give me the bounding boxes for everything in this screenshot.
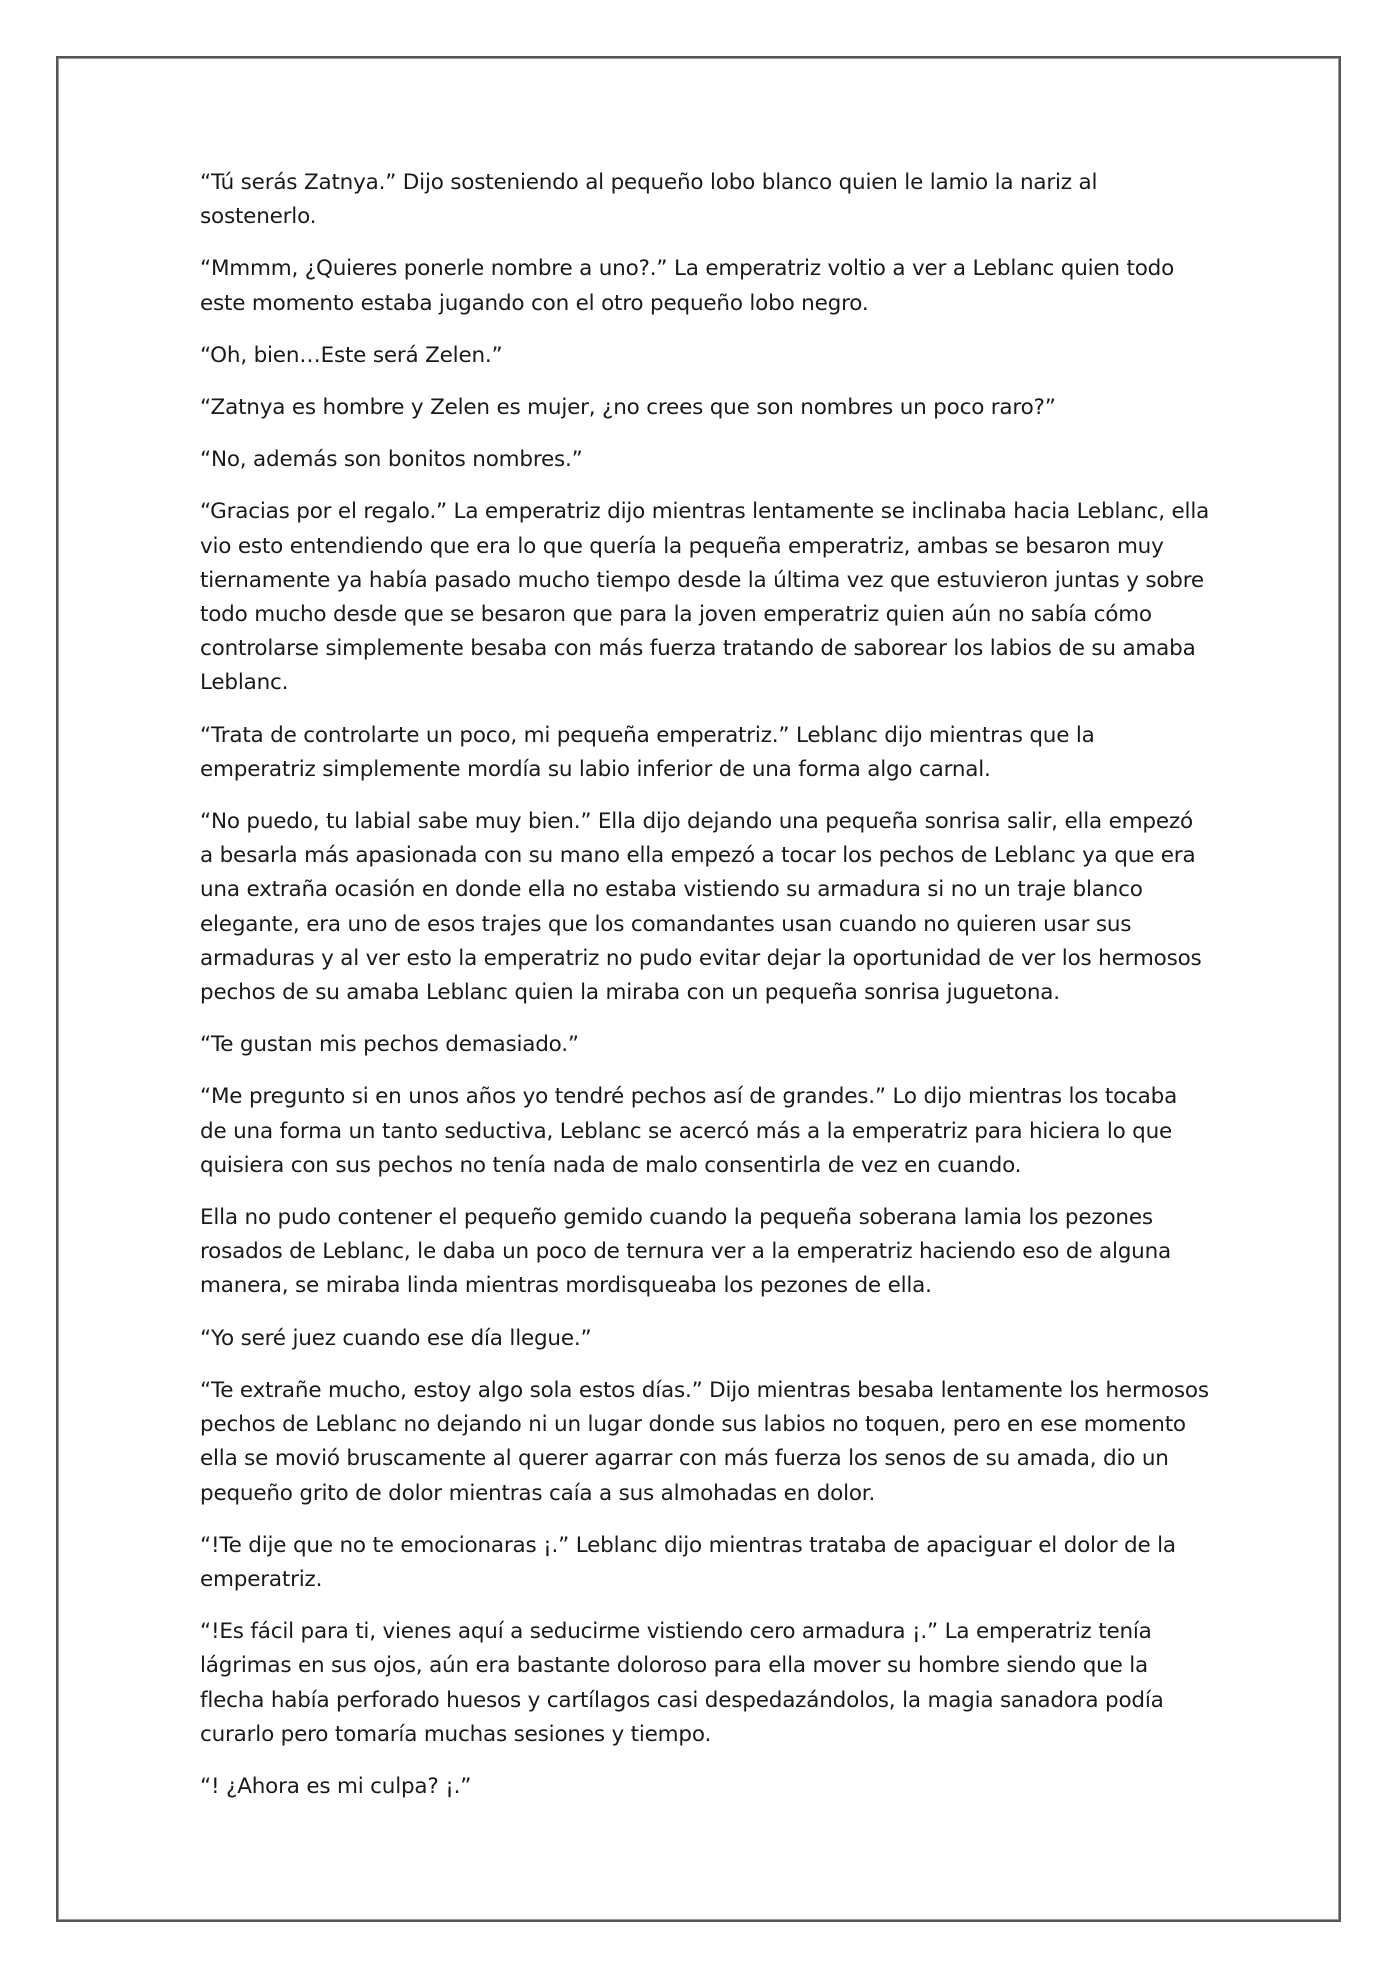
paragraph: “Tú serás Zatnya.” Dijo sosteniendo al pequeño lobo blanco quien le lamio la nariz al sostenerlo. [200,170,1098,230]
paragraph: “Gracias por el regalo.” La emperatriz dijo mientras lentamente se inclinaba hacia Leblanc, ella vio esto entendiendo que era lo que quería la pequeña emperatriz, ambas se besaron muy tiernamente ya había pasado mucho tiempo desde la última vez que estuvieron juntas y sobre todo mucho desde que se besaron que para la joven emperatriz quien aún no sabía cómo controlarse simplemente besaba con más fuerza tratando de saborear los labios de su amaba Leblanc. [200,499,1210,696]
paragraph: “Mmmm, ¿Quieres ponerle nombre a uno?.” La emperatriz voltio a ver a Leblanc quien todo este momento estaba jugando con el otro pequeño lobo negro. [200,256,1175,316]
paragraph: “! ¿Ahora es mi culpa? ¡.” [200,1773,472,1799]
paragraph: “Te gustan mis pechos demasiado.” [200,1032,579,1058]
paragraph: “Yo seré juez cuando ese día llegue.” [200,1325,592,1351]
paragraph: “No, además son bonitos nombres.” [200,447,583,473]
paragraph: “Oh, bien…Este será Zelen.” [200,342,503,368]
paragraph: “!Es fácil para ti, vienes aquí a seducirme vistiendo cero armadura ¡.” La emperatriz tenía lágrimas en sus ojos, aún era bastante doloroso para ella mover su hombre siendo que la flecha había perforado huesos y cartílagos casi despedazándolos, la magia sanadora podía curarlo pero tomaría muchas sesiones y tiempo. [200,1619,1164,1747]
paragraph: “Te extrañe mucho, estoy algo sola estos días.” Dijo mientras besaba lentamente los hermosos pechos de Leblanc no dejando ni un lugar donde sus labios no toquen, pero en ese momento ella se movió bruscamente al querer agarrar con más fuerza los senos de su amada, dio un pequeño grito de dolor mientras caía a sus almohadas en dolor. [200,1377,1209,1506]
paragraph: “!Te dije que no te emocionaras ¡.” Leblanc dijo mientras trataba de apaciguar el dolor de la emperatriz. [200,1532,1176,1592]
document-body [200,166,1210,1822]
paragraph: “Trata de controlarte un poco, mi pequeña emperatriz.” Leblanc dijo mientras que la emperatriz simplemente mordía su labio inferior de una forma algo carnal. [200,722,1095,782]
paragraph: “No puedo, tu labial sabe muy bien.” Ella dijo dejando una pequeña sonrisa salir, ella empezó a besarla más apasionada con su mano ella empezó a tocar los pechos de Leblanc ya que era una extraña ocasión en donde ella no estaba vistiendo su armadura si no un traje blanco elegante, era uno de esos trajes que los comandantes usan cuando no quieren usar sus armaduras y al ver esto la emperatriz no pudo evitar dejar la oportunidad de ver los hermosos pechos de su amaba Leblanc quien la miraba con un pequeña sonrisa juguetona. [200,809,1202,1006]
paragraph: Ella no pudo contener el pequeño gemido cuando la pequeña soberana lamia los pezones rosados de Leblanc, le daba un poco de ternura ver a la emperatriz haciendo eso de alguna manera, se miraba linda mientras mordisqueaba los pezones de ella. [200,1205,1172,1299]
paragraph: “Zatnya es hombre y Zelen es mujer, ¿no crees que son nombres un poco raro?” [200,395,1056,421]
paragraph: “Me pregunto si en unos años yo tendré pechos así de grandes.” Lo dijo mientras los tocaba de una forma un tanto seductiva, Leblanc se acercó más a la emperatriz para hiciera lo que quisiera con sus pechos no tenía nada de malo consentirla de vez en cuando. [200,1084,1178,1178]
